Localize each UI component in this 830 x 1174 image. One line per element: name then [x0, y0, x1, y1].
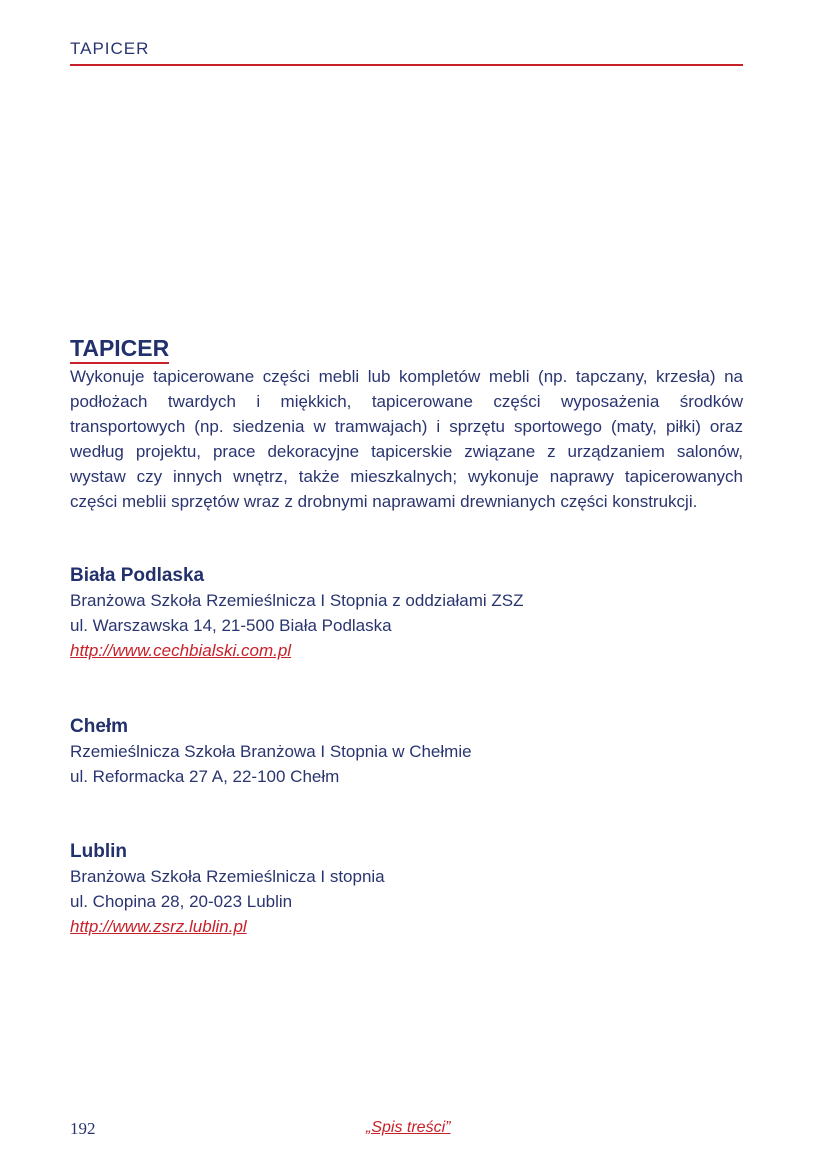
school-address: ul. Warszawska 14, 21-500 Biała Podlaska	[70, 616, 392, 635]
entry-chelm	[70, 714, 750, 789]
city-heading: Biała Podlaska	[70, 565, 205, 586]
school-address: ul. Chopina 28, 20-023 Lublin	[70, 892, 293, 911]
school-website-link[interactable]: http://www.zsrz.lublin.pl	[70, 917, 247, 936]
school-name: Rzemieślnicza Szkoła Branżowa I Stopnia w Chełmie	[70, 742, 472, 761]
running-header: TAPICER	[70, 39, 150, 58]
school-name: Branżowa Szkoła Rzemieślnicza I stopnia	[70, 867, 385, 886]
section-description: Wykonuje tapicerowane części mebli lub kompletów mebli (np. tapczany, krzesła) na podłożach twardych i miękkich, tapicerowane części wyposażenia środków transportowych (np. siedzenia w tramwajach) i sprzętu sportowego (maty, piłki) oraz według projektu, prace dekoracyjne tapicerskie związane z urządzaniem salonów, wystaw czy innych wnętrz, także mieszkalnych; wykonuje naprawy tapicerowanych części meblii sprzętów wraz z drobnymi naprawami drewnianych części konstrukcji.	[70, 367, 743, 511]
page-number: 192	[70, 1119, 96, 1138]
school-website-link[interactable]: http://www.cechbialski.com.pl	[70, 641, 292, 660]
city-heading: Lublin	[70, 841, 127, 862]
city-heading: Chełm	[70, 716, 129, 737]
entry-lublin	[70, 839, 750, 939]
section-title: TAPICER	[70, 334, 169, 364]
entry-biala-podlaska	[70, 563, 750, 663]
school-name: Branżowa Szkoła Rzemieślnicza I Stopnia z oddziałami ZSZ	[70, 591, 524, 610]
header-rule	[70, 64, 743, 66]
table-of-contents-link[interactable]: „Spis treści”	[366, 1119, 451, 1136]
school-address: ul. Reformacka 27 A, 22-100 Chełm	[70, 767, 340, 786]
